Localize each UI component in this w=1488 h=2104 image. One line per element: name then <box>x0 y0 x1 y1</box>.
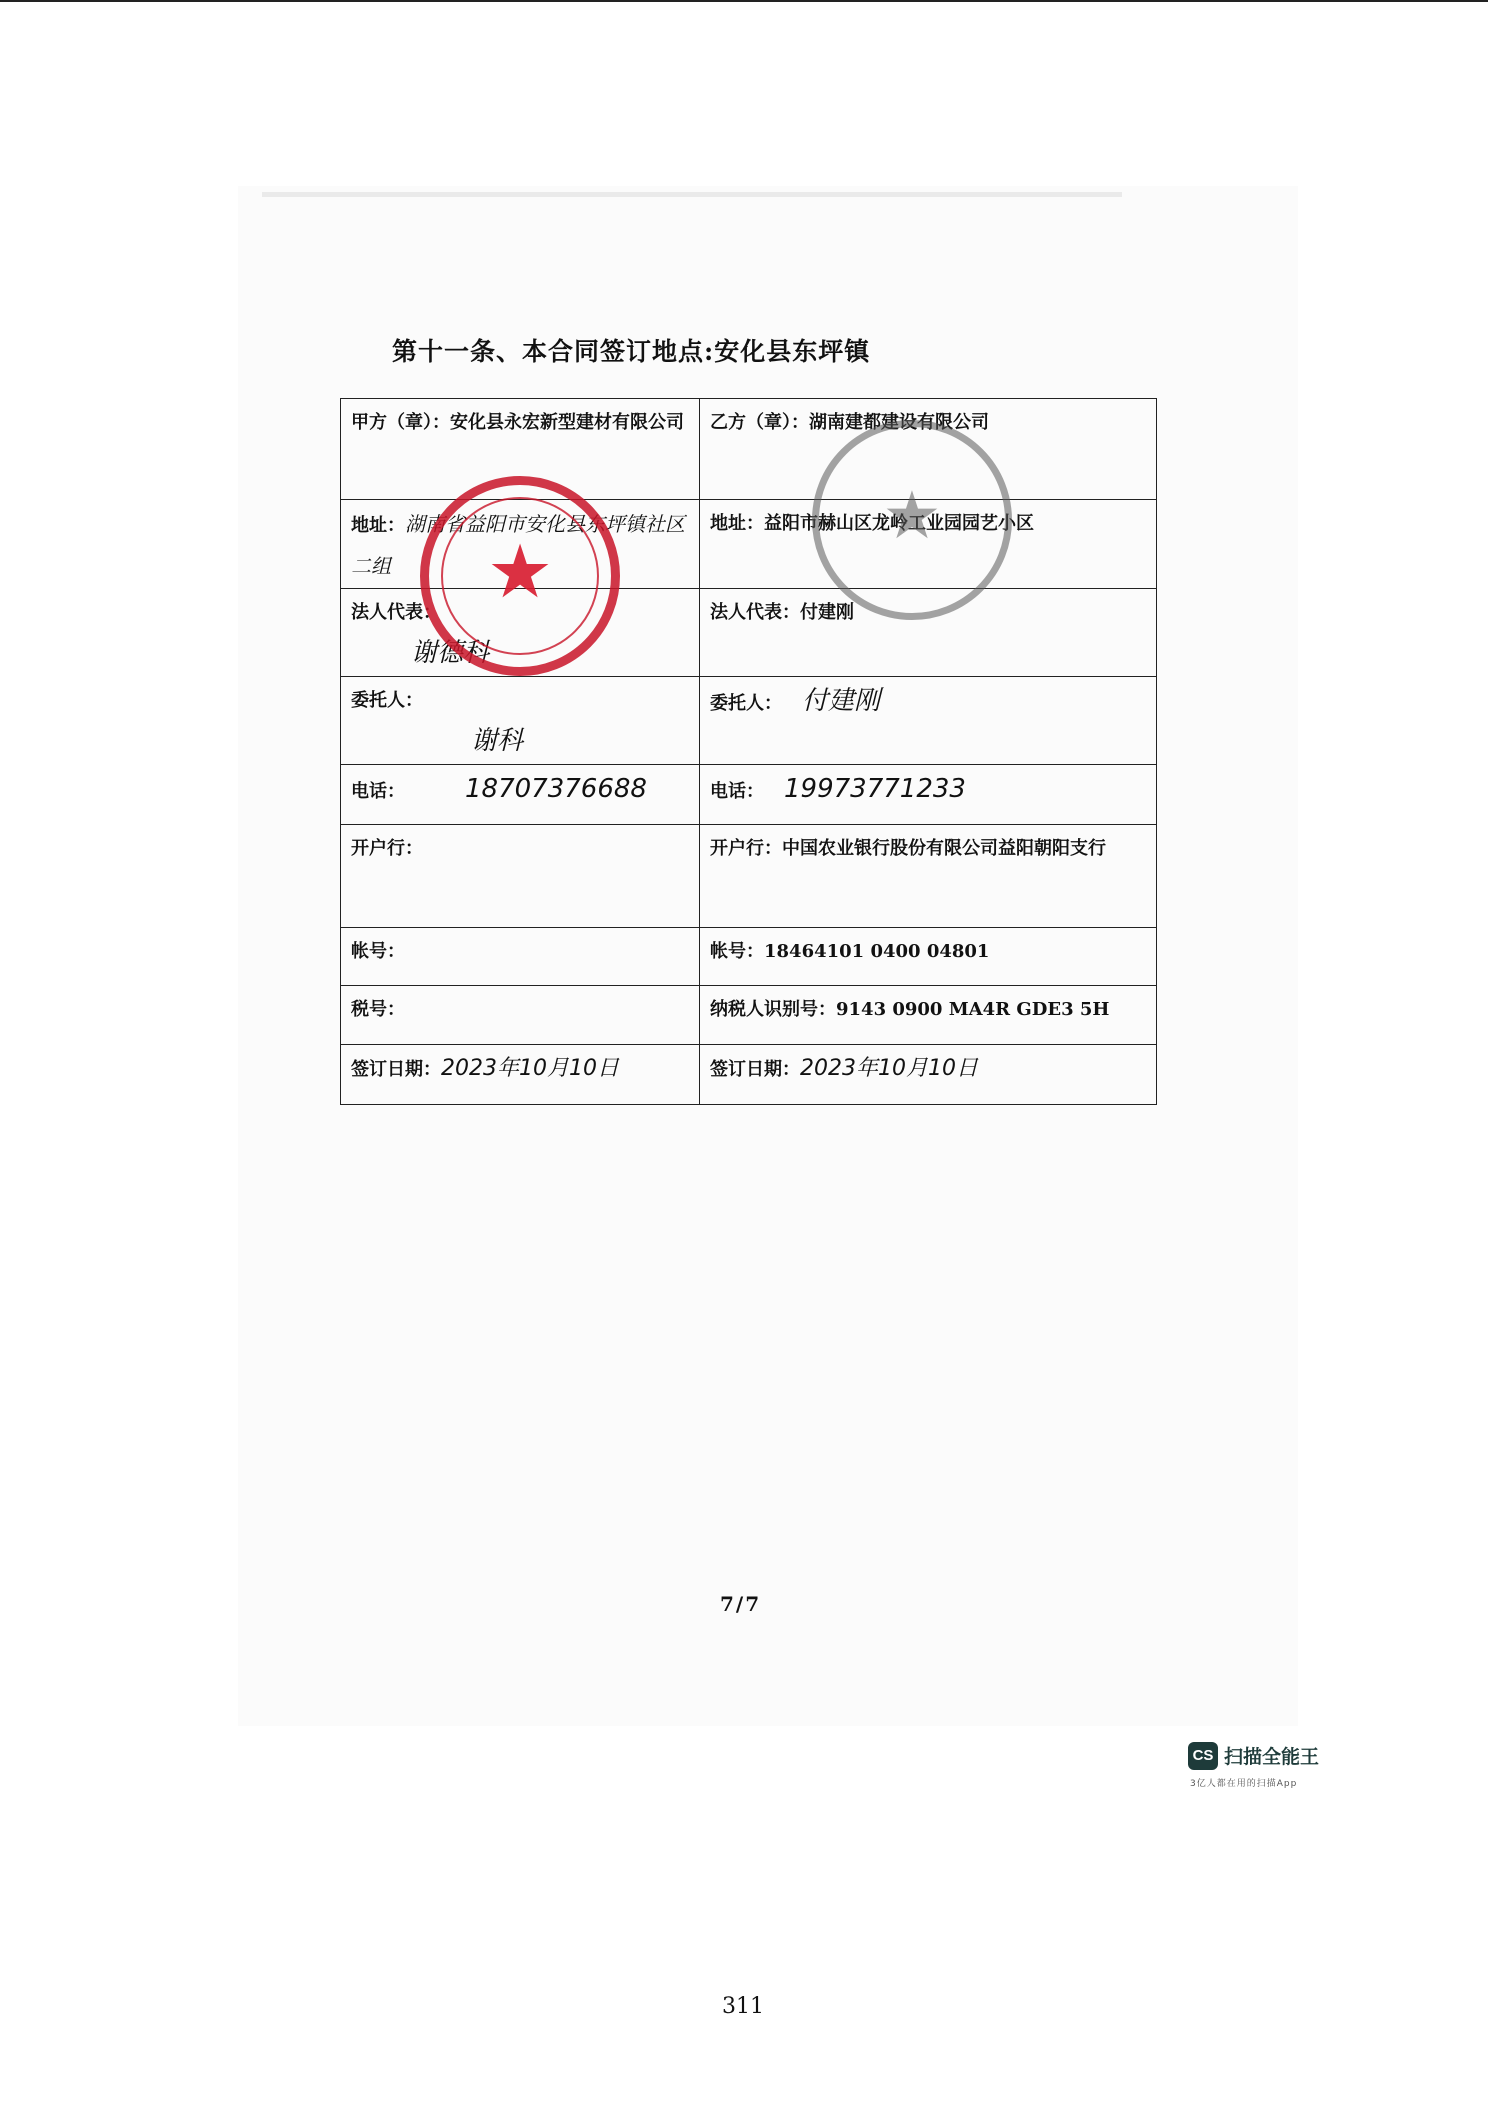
party-b-tax-cell: 纳税人识别号：9143 0900 MA4R GDE3 5H <box>700 986 1157 1045</box>
signature-table <box>340 398 1157 1105</box>
party-b-name-cell: 乙方（章）：湖南建都建设有限公司 <box>700 399 1157 500</box>
table-row <box>341 500 1157 589</box>
party-a-account-cell: 帐号： <box>341 928 700 986</box>
handwritten-agent-a: 谢科 <box>471 726 524 756</box>
page-number: 311 <box>722 1994 764 2019</box>
party-a-tax-cell: 税号： <box>341 986 700 1045</box>
scanner-slogan: 3亿人都在用的扫描App <box>1190 1779 1298 1789</box>
party-b-date-cell: 签订日期：2023年10月10日 <box>700 1045 1157 1105</box>
party-a-name-cell: 甲方（章）：安化县永宏新型建材有限公司 <box>341 399 700 500</box>
table-row <box>341 765 1157 825</box>
handwritten-phone-b: 19973771233 <box>784 774 966 804</box>
table-row <box>341 677 1157 765</box>
party-b-agent-cell: 委托人： 付建刚 <box>700 677 1157 765</box>
handwritten-phone-a: 18707376688 <box>465 774 647 804</box>
party-a-date-cell: 签订日期：2023年10月10日 <box>341 1045 700 1105</box>
table-row <box>341 825 1157 928</box>
table-row <box>341 1045 1157 1105</box>
party-b-bank-cell: 开户行：中国农业银行股份有限公司益阳朝阳支行 <box>700 825 1157 928</box>
scanner-app-name: 扫描全能王 <box>1224 1746 1320 1768</box>
scanner-watermark <box>1188 1740 1328 1800</box>
table-row <box>341 986 1157 1045</box>
party-b-address-cell: 地址：益阳市赫山区龙岭工业园园艺小区 <box>700 500 1157 589</box>
party-b-phone-cell: 电话： 19973771233 <box>700 765 1157 825</box>
clause-title: 第十一条、本合同签订地点:安化县东坪镇 <box>392 337 871 366</box>
camscanner-logo-icon: CS <box>1188 1742 1218 1770</box>
table-row <box>341 589 1157 677</box>
scan-artifact-line <box>262 192 1122 197</box>
party-b-legal-rep-cell: 法人代表：付建刚 <box>700 589 1157 677</box>
party-a-agent-cell: 委托人： 谢科 <box>341 677 700 765</box>
table-row <box>341 928 1157 986</box>
party-b-account-cell: 帐号：18464101 0400 04801 <box>700 928 1157 986</box>
page-label: 7/7 <box>720 1592 762 1616</box>
handwritten-date-a: 2023年10月10日 <box>441 1056 619 1081</box>
top-border-line <box>0 0 1488 2</box>
party-a-legal-rep-cell: 法人代表： 谢德科 <box>341 589 700 677</box>
seal-star-icon: ★ <box>486 529 554 616</box>
handwritten-agent-b: 付建刚 <box>802 686 881 716</box>
handwritten-date-b: 2023年10月10日 <box>800 1056 978 1081</box>
seal-star-icon: ★ <box>882 477 942 555</box>
party-a-address-cell: 地址：湖南省益阳市安化县东坪镇社区二组 <box>341 500 700 589</box>
party-a-phone-cell: 电话： 18707376688 <box>341 765 700 825</box>
handwritten-address: 湖南省益阳市安化县东坪镇社区二组 <box>351 512 685 578</box>
handwritten-legal-rep: 谢德科 <box>411 638 490 668</box>
party-a-bank-cell: 开户行： <box>341 825 700 928</box>
table-row <box>341 399 1157 500</box>
